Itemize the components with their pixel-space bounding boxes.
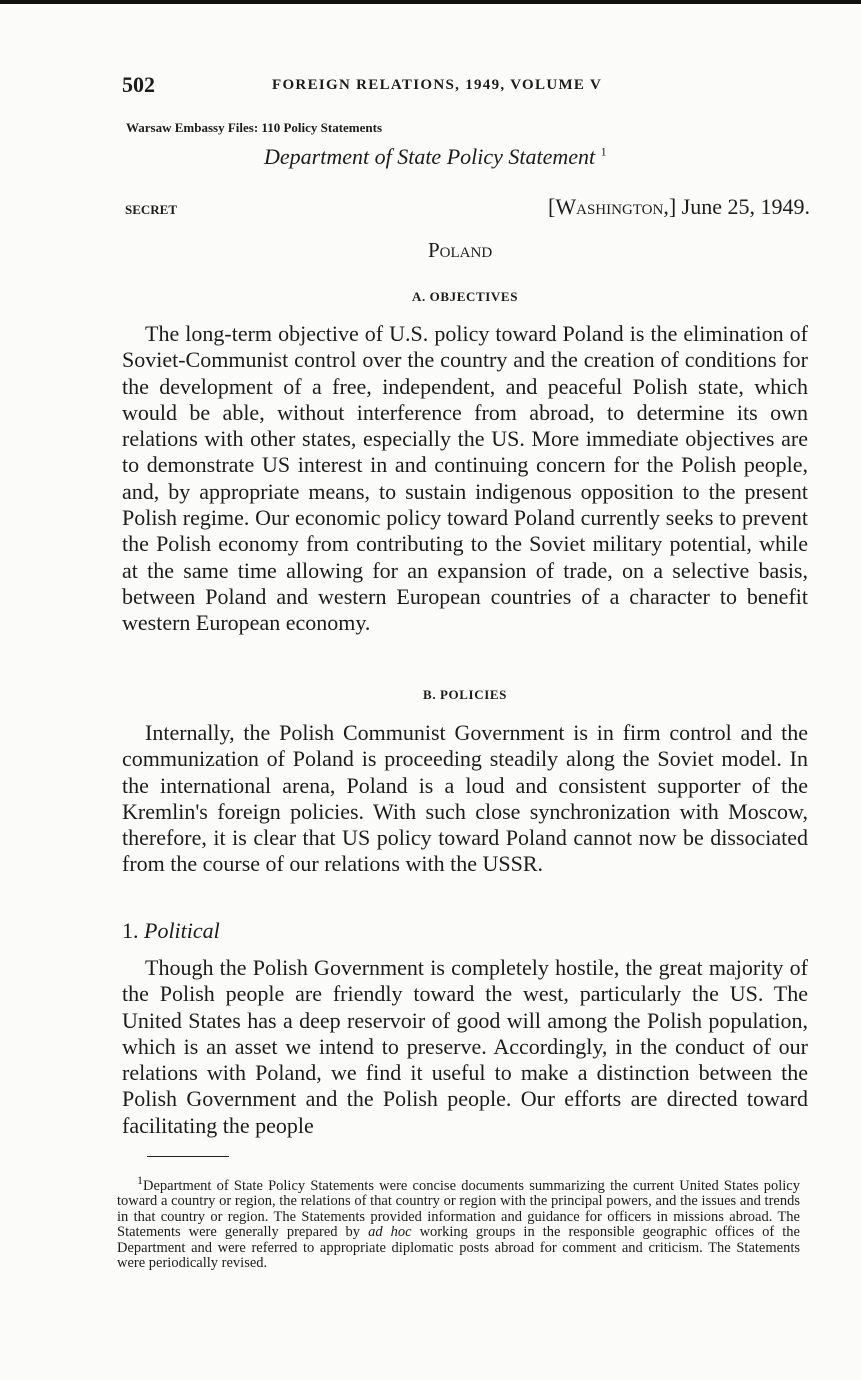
footnote [117,1173,800,1272]
footnote-text-start: Department of State Policy Statements were concise documents summarizing the current United States policy toward a country or region, the relations of that country or region with the principal powers, and the issues and trends in that country or region. The Statements provided information and guidance for officers in missions abroad. The Statements were generally prepared by [117,1177,800,1241]
dateline [548,194,810,220]
policies-paragraph: Internally, the Polish Communist Government is in firm control and the communization of Poland is proceeding steadily along the Soviet model. In the international arena, Poland is a loud and consistent supporter of the Kremlin's foreign policies. With such close synchronization with Moscow, therefore, it is clear that US policy toward Poland cannot now be dissociated from the course of our relations with the USSR. [122,720,808,877]
running-head: FOREIGN RELATIONS, 1949, VOLUME V [272,77,603,93]
country-heading: Poland [428,238,493,262]
footnote-italic: ad hoc [368,1224,412,1241]
objectives-heading: A. OBJECTIVES [411,289,519,304]
dateline-date: June 25, 1949. [681,194,810,219]
top-border [0,0,861,4]
objectives-paragraph: The long-term objective of U.S. policy toward Poland is the elimination of Soviet-Communist control over the country and the creation of conditions for the development of a free, independent, and peaceful Polish state, which would be able, without interference from abroad, to determine its own relations with other states, especially the US. More immediate objectives are to demonstrate US interest in and continuing concern for the Polish people, and, by appropriate means, to sustain indigenous opposition to the present Polish regime. Our economic policy toward Poland currently seeks to prevent the Polish economy from contributing to the Soviet military potential, while at the same time allowing for an expansion of trade, on a selective basis, between Poland and western European countries of a character to benefit western European economy. [122,321,808,636]
political-paragraph: Though the Polish Government is completely hostile, the great majority of the Polish people are friendly toward the west, particularly the US. The United States has a deep reservoir of good will among the Polish population, which is an asset we intend to preserve. Accordingly, in the conduct of our relations with Poland, we find it useful to make a distinction between the Polish Government and the Polish people. Our efforts are directed toward facilitating the people [122,955,808,1138]
footnote-divider [147,1156,229,1157]
policies-heading: B. POLICIES [423,687,507,702]
political-number: 1. [122,918,139,943]
political-label: Political [144,918,220,943]
dateline-place: [Washington,] [548,194,677,219]
document-title-text: Department of State Policy Statement [264,144,596,169]
footnote-text-end: working groups in the responsible geographic offices of the Department and were referred to appropriate diplomatic posts abroad for comment and criticism. The Statements were periodically revised. [117,1224,800,1272]
title-footnote-mark: 1 [600,144,607,159]
page-number: 502 [122,72,155,97]
document-title [264,144,607,170]
page-header [122,60,808,100]
footnote-mark: 1 [137,1173,143,1187]
file-reference: Warsaw Embassy Files: 110 Policy Statements [126,120,383,135]
political-subheading [122,918,220,944]
document-page [117,60,810,1272]
classification-label: SECRET [125,202,178,217]
